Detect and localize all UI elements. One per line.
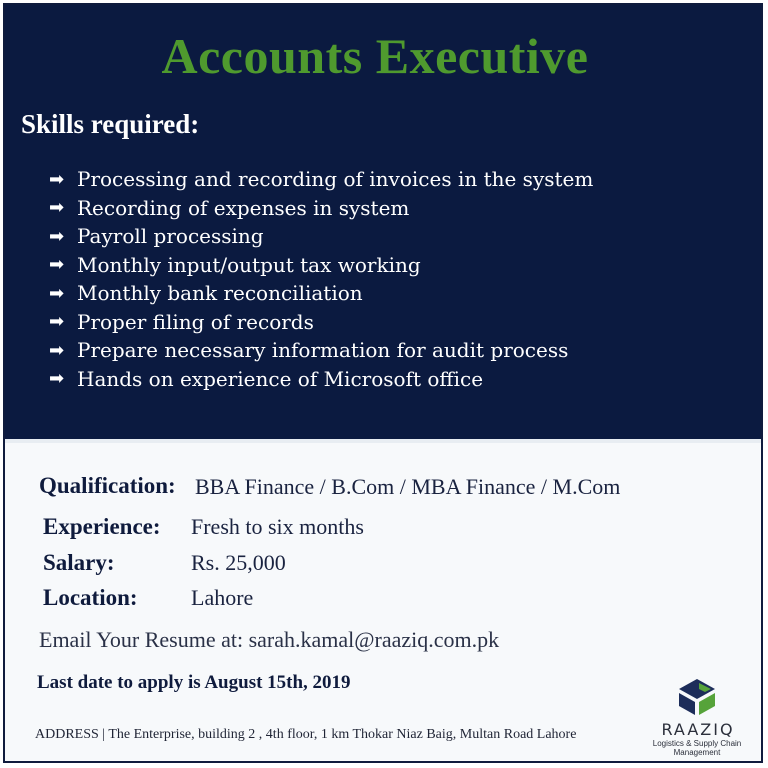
email-line: Email Your Resume at: sarah.kamal@raaziq.com.pk — [39, 627, 500, 652]
list-item — [49, 365, 593, 394]
logo-tagline: Logistics & Supply Chain Management — [652, 739, 742, 757]
deadline-text: Last date to apply is August 15th, 2019 — [37, 672, 351, 693]
list-item — [49, 222, 593, 251]
raaziq-logo-icon — [677, 677, 717, 717]
qualification-value: BBA Finance / B.Com / MBA Finance / M.Com — [195, 474, 621, 499]
logo-wordmark: RAAZIQ — [661, 720, 735, 739]
qualification-label: Qualification: — [39, 473, 176, 498]
salary-value: Rs. 25,000 — [191, 550, 286, 575]
skills-panel — [5, 5, 761, 439]
list-item — [49, 194, 593, 223]
skills-list — [49, 165, 593, 393]
address-text: ADDRESS | The Enterprise, building 2 , 4th floor, 1 km Thokar Niaz Baig, Multan Road Lahore — [35, 727, 577, 742]
arrow-right-icon: ➡ — [49, 368, 65, 390]
skill-text: Monthly bank reconciliation — [77, 281, 363, 306]
skill-text: Hands on experience of Microsoft office — [77, 366, 484, 391]
list-item — [49, 251, 593, 280]
arrow-right-icon: ➡ — [49, 197, 65, 219]
skills-heading: Skills required: — [21, 109, 200, 139]
skill-text: Proper filing of records — [77, 309, 314, 334]
arrow-right-icon: ➡ — [49, 282, 65, 304]
job-title: Accounts Executive — [161, 28, 589, 84]
section-divider — [5, 439, 761, 443]
skill-text: Processing and recording of invoices in the system — [77, 167, 594, 192]
list-item — [49, 336, 593, 365]
skill-text: Prepare necessary information for audit process — [77, 338, 569, 363]
arrow-right-icon: ➡ — [49, 225, 65, 247]
experience-label: Experience: — [43, 514, 161, 539]
location-label: Location: — [43, 585, 138, 610]
arrow-right-icon: ➡ — [49, 168, 65, 190]
list-item — [49, 279, 593, 308]
arrow-right-icon: ➡ — [49, 254, 65, 276]
location-value: Lahore — [191, 585, 254, 610]
arrow-right-icon: ➡ — [49, 339, 65, 361]
job-poster — [3, 3, 763, 763]
list-item — [49, 165, 593, 194]
list-item — [49, 308, 593, 337]
skill-text: Payroll processing — [77, 224, 264, 249]
skill-text: Monthly input/output tax working — [77, 252, 421, 277]
arrow-right-icon: ➡ — [49, 311, 65, 333]
salary-label: Salary: — [43, 550, 115, 575]
skill-text: Recording of expenses in system — [77, 195, 410, 220]
experience-value: Fresh to six months — [191, 514, 364, 539]
